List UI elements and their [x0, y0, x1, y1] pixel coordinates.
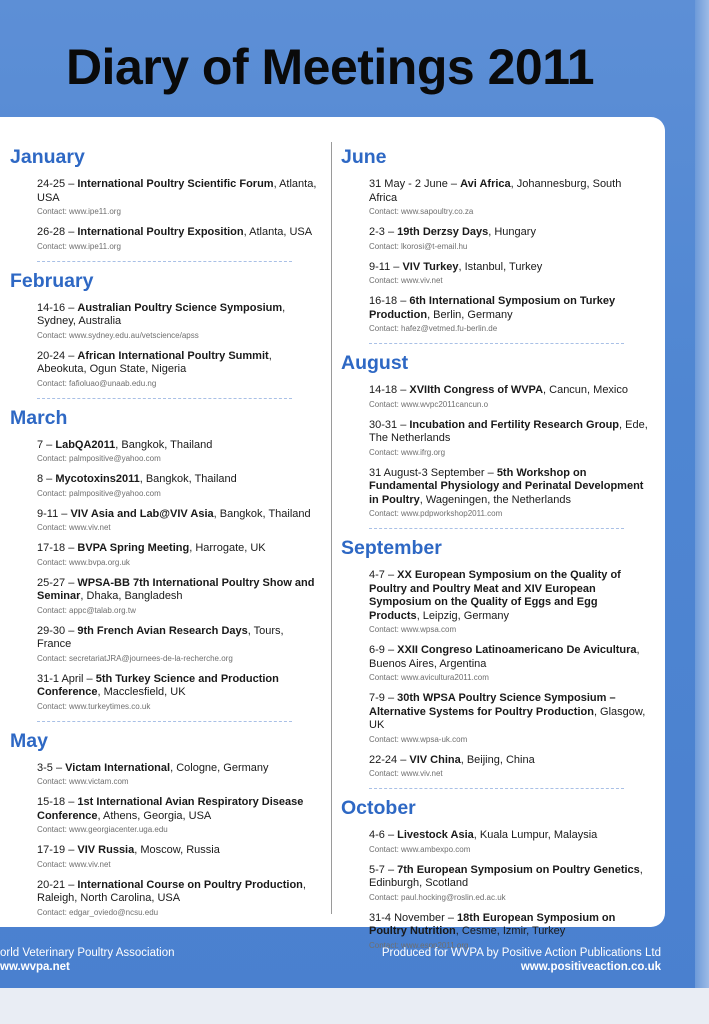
event-location: , Cancun, Mexico: [543, 384, 628, 396]
event-item: [37, 439, 320, 465]
page-edge: [695, 0, 709, 1024]
section-separator: [37, 398, 292, 399]
event-location: , Macclesfield, UK: [97, 686, 186, 698]
month-section: [341, 145, 651, 344]
event-name: LabQA2011: [55, 438, 116, 451]
event-name: BVPA Spring Meeting: [77, 542, 190, 554]
event-list: [369, 829, 651, 951]
event-name: WPSA-BB 7th International Poultry Show and Seminar: [37, 576, 315, 602]
event-text: [369, 419, 651, 446]
event-location: , Raleigh, North Carolina, USA: [37, 878, 306, 904]
event-dates: 14-16 –: [37, 301, 78, 314]
event-location: , Bangkok, Thailand: [213, 507, 311, 520]
event-item: [37, 542, 320, 568]
event-dates: 2-3 –: [369, 226, 398, 238]
event-location: , Atlanta, USA: [243, 226, 313, 238]
event-text: [37, 302, 320, 329]
footer-publisher-link[interactable]: www.positiveaction.co.uk: [520, 961, 661, 973]
event-contact[interactable]: Contact: www.wpsa-uk.com: [369, 734, 468, 744]
event-name: VIV Turkey: [402, 260, 459, 273]
event-contact[interactable]: Contact: palmpositive@yahoo.com: [37, 454, 161, 463]
event-location: , Wageningen, the Netherlands: [419, 493, 571, 506]
event-location: , Edinburgh, Scotland: [369, 863, 643, 889]
event-list: [37, 439, 320, 722]
event-contact[interactable]: Contact: secretariatJRA@journees-de-la-recherche.org: [37, 653, 233, 663]
event-text: [369, 644, 651, 671]
event-contact[interactable]: Contact: www.bvpa.org.uk: [37, 557, 130, 567]
event-location: , Istanbul, Turkey: [458, 260, 543, 273]
event-location: , Bangkok, Thailand: [139, 473, 237, 485]
event-location: , Kuala Lumpur, Malaysia: [473, 829, 598, 841]
month-heading: March: [10, 406, 68, 429]
event-contact[interactable]: Contact: www.victam.com: [37, 777, 129, 786]
event-list: [369, 178, 651, 344]
event-location: , Cologne, Germany: [170, 761, 269, 774]
event-location: , Buenos Aires, Argentina: [369, 644, 640, 670]
event-contact[interactable]: Contact: lkorosi@t-email.hu: [369, 241, 468, 251]
event-contact[interactable]: Contact: edgar_oviedo@ncsu.edu: [37, 907, 159, 917]
event-location: , Moscow, Russia: [134, 844, 220, 856]
month-section: [10, 729, 320, 918]
event-dates: 3-5 –: [37, 761, 66, 774]
event-text: [37, 844, 320, 858]
event-text: [37, 577, 320, 604]
event-item: [37, 844, 320, 870]
section-separator: [37, 261, 292, 262]
event-item: [37, 879, 320, 918]
footer-org-link[interactable]: ww.wvpa.net: [0, 961, 70, 973]
footer-right: [382, 946, 661, 974]
event-contact[interactable]: Contact: www.georgiacenter.uga.edu: [37, 825, 168, 834]
event-name: African International Poultry Summit: [77, 349, 269, 362]
event-name: 9th French Avian Research Days: [77, 624, 248, 637]
event-location: , Athens, Georgia, USA: [97, 809, 212, 822]
event-name: 18th European Symposium on Poultry Nutrition: [369, 911, 616, 937]
event-location: , Harrogate, UK: [189, 542, 266, 554]
event-dates: 31 August-3 September –: [369, 466, 497, 479]
event-dates: 22-24 –: [369, 753, 410, 766]
event-location: , Beijing, China: [460, 753, 535, 766]
month-section: [10, 406, 320, 722]
event-text: [369, 692, 651, 733]
event-list: [37, 302, 320, 399]
event-contact[interactable]: Contact: palmpositive@yahoo.com: [37, 488, 161, 498]
event-contact[interactable]: Contact: www.ipe11.org: [37, 207, 121, 216]
event-item: [369, 226, 651, 252]
event-text: [369, 226, 651, 240]
event-location: , Johannesburg, South Africa: [369, 178, 622, 204]
event-contact[interactable]: Contact: www.ipe11.org: [37, 241, 121, 251]
event-item: [369, 912, 651, 951]
footer-publisher: Produced for WVPA by Positive Action Publications Ltd: [381, 947, 661, 959]
event-name: VIV Russia: [77, 844, 135, 856]
event-contact[interactable]: Contact: www.sapoultry.co.za: [369, 207, 474, 216]
event-name: 30th WPSA Poultry Science Symposium – Alternative Systems for Poultry Production: [369, 692, 616, 718]
event-contact[interactable]: Contact: www.avicultura2011.com: [369, 673, 489, 682]
event-item: [369, 178, 651, 217]
section-separator: [37, 721, 292, 722]
month-heading: February: [10, 269, 94, 292]
event-text: [37, 796, 320, 823]
event-contact[interactable]: Contact: appc@talab.org.tw: [37, 605, 136, 615]
event-name: 1st International Avian Respiratory Disease Conference: [37, 796, 304, 822]
event-contact[interactable]: Contact: www.ambexpo.com: [369, 844, 471, 854]
event-dates: 8 –: [37, 473, 56, 485]
event-item: [37, 226, 320, 252]
event-dates: 4-7 –: [369, 569, 398, 581]
event-location: , Atlanta, USA: [37, 178, 317, 204]
event-name: VIV China: [409, 753, 461, 766]
event-dates: 31-1 April –: [37, 672, 96, 685]
event-dates: 14-18 –: [369, 384, 410, 396]
event-contact[interactable]: Contact: www.viv.net: [369, 276, 443, 285]
event-contact[interactable]: Contact: www.pdpworkshop2011.com: [369, 509, 503, 518]
event-text: [37, 625, 320, 652]
event-dates: 7 –: [37, 438, 56, 451]
event-item: [37, 178, 320, 217]
event-text: [37, 178, 320, 205]
event-dates: 26-28 –: [37, 226, 78, 238]
section-separator: [369, 343, 624, 344]
month-section: [10, 269, 320, 399]
event-text: [37, 673, 320, 700]
event-text: [37, 226, 320, 240]
event-contact[interactable]: Contact: www.viv.net: [37, 523, 111, 532]
month-heading: June: [341, 146, 387, 168]
event-name: International Poultry Scientific Forum: [77, 178, 274, 190]
event-location: , Sydney, Australia: [37, 301, 286, 327]
event-dates: 5-7 –: [369, 863, 398, 876]
event-text: [37, 542, 320, 556]
column-divider: [331, 142, 332, 914]
event-item: [369, 419, 651, 458]
event-text: [37, 508, 320, 522]
event-name: Incubation and Fertility Research Group: [409, 418, 620, 431]
event-location: , Berlin, Germany: [427, 308, 513, 321]
event-item: [37, 762, 320, 788]
event-name: International Course on Poultry Production: [77, 878, 303, 891]
event-name: 19th Derzsy Days: [397, 226, 489, 238]
event-text: [369, 467, 651, 508]
event-dates: 30-31 –: [369, 418, 410, 431]
event-name: Avi Africa: [460, 178, 511, 190]
event-dates: 20-24 –: [37, 349, 78, 362]
event-text: [369, 864, 651, 891]
event-name: 6th International Symposium on Turkey Production: [369, 295, 616, 321]
event-text: [37, 879, 320, 906]
event-dates: 9-11 –: [37, 507, 71, 520]
event-location: , Abeokuta, Ogun State, Nigeria: [37, 349, 272, 375]
section-separator: [369, 528, 624, 529]
event-contact[interactable]: Contact: www.viv.net: [369, 769, 443, 778]
month-section: [341, 351, 651, 529]
event-location: , Dhaka, Bangladesh: [80, 590, 183, 602]
event-location: , Hungary: [488, 226, 536, 238]
event-name: VIV Asia and Lab@VIV Asia: [70, 507, 214, 520]
event-location: , Tours, France: [37, 624, 284, 650]
event-dates: 4-6 –: [369, 829, 398, 841]
event-item: [369, 384, 651, 410]
event-item: [369, 295, 651, 334]
event-item: [37, 577, 320, 616]
event-text: [369, 295, 651, 322]
event-text: [369, 912, 651, 939]
month-heading: May: [10, 729, 48, 752]
event-name: XXII Congreso Latinoamericano De Avicultura: [397, 644, 637, 656]
event-dates: 17-19 –: [37, 844, 78, 856]
event-text: [369, 384, 651, 398]
event-text: [37, 439, 320, 453]
bottom-margin: [0, 988, 709, 1024]
footer-left: [0, 946, 175, 974]
event-name: Mycotoxins2011: [55, 473, 140, 485]
event-item: [37, 508, 320, 534]
event-item: [369, 644, 651, 683]
event-dates: 6-9 –: [369, 644, 398, 656]
event-name: Victam International: [65, 761, 171, 774]
month-heading: October: [341, 797, 416, 819]
left-column: [10, 145, 320, 927]
event-dates: 15-18 –: [37, 796, 78, 808]
event-list: [37, 762, 320, 918]
event-dates: 24-25 –: [37, 178, 78, 190]
month-section: [341, 796, 651, 951]
event-name: XVIIth Congress of WVPA: [409, 384, 544, 396]
month-heading: January: [10, 146, 85, 168]
month-heading: September: [341, 537, 442, 559]
event-contact[interactable]: Contact: www.turkeytimes.co.uk: [37, 701, 151, 711]
event-text: [369, 754, 651, 768]
page-title: Diary of Meetings 2011: [65, 39, 595, 95]
event-text: [369, 178, 651, 205]
event-contact[interactable]: Contact: hafez@vetmed.fu-berlin.de: [369, 324, 498, 333]
event-item: [369, 864, 651, 903]
event-item: [37, 796, 320, 835]
event-item: [369, 569, 651, 635]
event-dates: 20-21 –: [37, 878, 78, 891]
event-contact[interactable]: Contact: www.ifrg.org: [369, 447, 446, 457]
event-item: [37, 473, 320, 499]
event-item: [37, 350, 320, 389]
event-dates: 31 May - 2 June –: [369, 178, 461, 190]
event-location: , Ede, The Netherlands: [369, 418, 648, 444]
event-item: [37, 625, 320, 664]
event-name: 5th Workshop on Fundamental Physiology and Perinatal Development in Poultry: [369, 466, 644, 506]
event-contact[interactable]: Contact: fafioluao@unaab.edu.ng: [37, 378, 157, 388]
event-text: [37, 473, 320, 487]
event-location: , Leipzig, Germany: [416, 609, 510, 622]
event-contact[interactable]: Contact: www.wpsa.com: [369, 625, 457, 634]
event-name: XX European Symposium on the Quality of Poultry and Poultry Meat and XIV European Symposium on the Quality of Eggs and Egg Products: [369, 569, 621, 622]
month-section: [10, 145, 320, 262]
event-dates: 29-30 –: [37, 624, 78, 637]
event-item: [369, 467, 651, 520]
event-text: [37, 350, 320, 377]
event-item: [37, 673, 320, 712]
event-item: [37, 302, 320, 341]
event-item: [369, 754, 651, 780]
event-text: [369, 829, 651, 843]
event-contact[interactable]: Contact: paul.hocking@roslin.ed.ac.uk: [369, 892, 506, 902]
event-name: Livestock Asia: [397, 829, 474, 841]
event-text: [369, 261, 651, 275]
event-name: 5th Turkey Science and Production Conference: [37, 672, 279, 698]
event-location: , Cesme, Izmir, Turkey: [455, 925, 566, 937]
month-section: [341, 536, 651, 789]
event-dates: 7-9 –: [369, 692, 398, 704]
event-dates: 17-18 –: [37, 542, 78, 554]
event-location: , Bangkok, Thailand: [115, 438, 213, 451]
event-text: [37, 762, 320, 776]
month-heading: August: [341, 352, 409, 374]
event-list: [369, 569, 651, 789]
event-name: 7th European Symposium on Poultry Genetics: [397, 863, 640, 876]
event-location: , Glasgow, UK: [369, 705, 646, 731]
section-separator: [369, 788, 624, 789]
event-dates: 9-11 –: [369, 260, 403, 273]
event-dates: 16-18 –: [369, 295, 410, 307]
event-list: [37, 178, 320, 262]
event-dates: 25-27 –: [37, 576, 78, 589]
right-column: [341, 145, 651, 960]
event-name: International Poultry Exposition: [77, 226, 244, 238]
event-item: [369, 692, 651, 745]
event-contact[interactable]: Contact: www.espn2011.org: [369, 940, 469, 950]
event-dates: 31-4 November –: [369, 911, 458, 924]
event-contact[interactable]: Contact: www.sydney.edu.au/vetscience/apss: [37, 330, 199, 340]
event-item: [369, 261, 651, 287]
event-contact[interactable]: Contact: www.viv.net: [37, 859, 111, 869]
event-list: [369, 384, 651, 529]
event-item: [369, 829, 651, 855]
event-text: [369, 569, 651, 623]
event-contact[interactable]: Contact: www.wvpc2011cancun.o: [369, 399, 489, 409]
footer-org-name: orld Veterinary Poultry Association: [0, 947, 175, 959]
event-name: Australian Poultry Science Symposium: [77, 301, 283, 314]
